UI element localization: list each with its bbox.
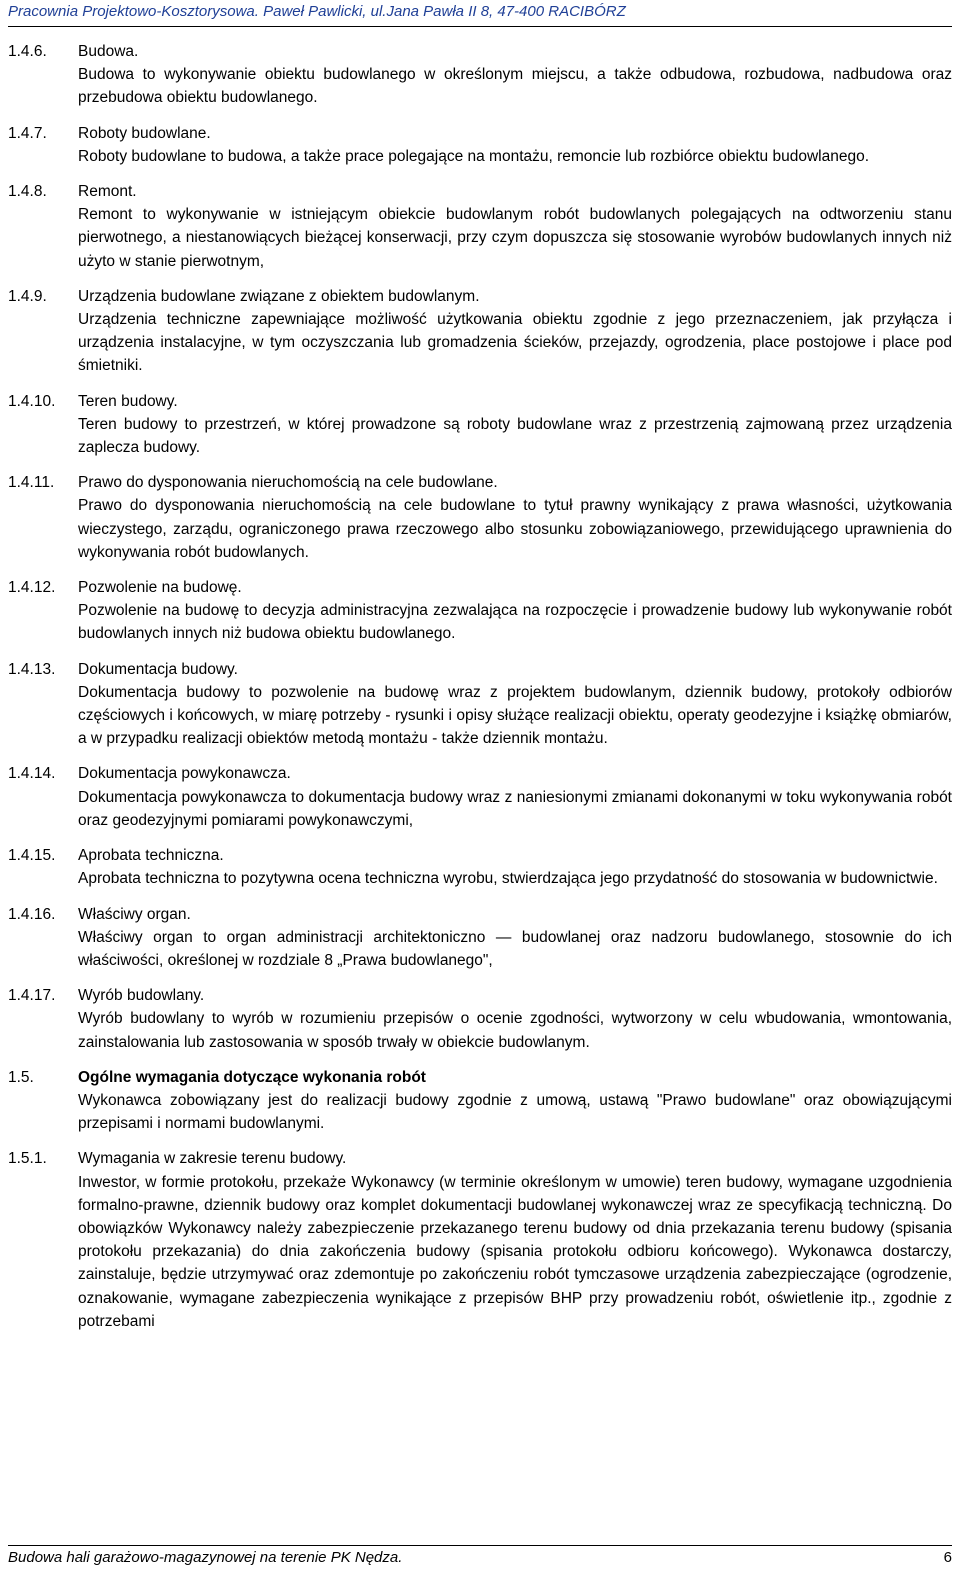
section-title: Roboty budowlane. [78, 124, 211, 142]
page-header: Pracownia Projektowo-Kosztorysowa. Paweł Pawlicki, ul.Jana Pawła II 8, 47-400 RACIBÓRZ [8, 3, 626, 20]
page-number: 6 [943, 1549, 952, 1566]
section-1-4-8 [8, 180, 952, 273]
section-number: 1.4.14. [8, 765, 56, 783]
section-text: Pozwolenie na budowę to decyzja administracyjna zezwalająca na rozpoczęcie i prowadzenie budowy lub wykonywanie robót budowlanych innych niż budowa obiektu budowlanego. [78, 602, 952, 643]
section-title: Pozwolenie na budowę. [78, 579, 242, 597]
section-number: 1.4.17. [8, 987, 56, 1005]
section-number: 1.4.8. [8, 183, 47, 201]
section-title: Teren budowy. [78, 392, 178, 410]
section-number: 1.4.11. [8, 474, 55, 492]
section-title: Urządzenia budowlane związane z obiektem budowlanym. [78, 287, 480, 305]
section-number: 1.4.10. [8, 392, 56, 410]
section-text: Remont to wykonywanie w istniejącym obiekcie budowlanym robót budowlanych polegających na odtworzeniu stanu pierwotnego, a niestanowiących bieżącej konserwacji, przy czym dopuszcza się stosowanie wyrobów budowlanych innych niż użyto w stanie pierwotnym, [78, 206, 952, 270]
section-1-4-10 [8, 390, 952, 460]
section-title: Budowa. [78, 43, 139, 60]
section-1-4-16 [8, 903, 952, 973]
section-title: Remont. [78, 183, 137, 201]
section-text: Inwestor, w formie protokołu, przekaże Wykonawcy (w terminie określonym w umowie) teren budowy, wymagane uzgodnienia formalno-prawne, dziennik budowy oraz komplet dokumentacji budowlanej wykonawczej wraz ze specyfikacją techniczną. Do obowiązków Wykonawcy należy zabezpieczenie przekazanego terenu budowy od dnia przekazania terenu budowy (spisania protokołu przekazania) do dnia zakończenia budowy (spisania protokołu odbioru końcowego). Wykonawca dostarczy, zainstaluje, będzie utrzymywać oraz zdemontuje po zakończeniu robót tymczasowe urządzenia zabezpieczające (ogrodzenie, oznakowanie, wymagane zabezpieczenia wynikające z przepisów BHP przy prowadzeniu robót, oświetlenie itp., zgodnie z potrzebami [78, 1173, 952, 1330]
section-1-5-1 [8, 1147, 952, 1333]
section-1-4-13 [8, 658, 952, 751]
section-number: 1.4.16. [8, 905, 56, 923]
footer-title: Budowa hali garażowo-magazynowej na terenie PK Nędza. [8, 1549, 403, 1566]
section-1-4-12 [8, 576, 952, 646]
section-text: Budowa to wykonywanie obiektu budowlanego w określonym miejscu, a także odbudowa, rozbudowa, nadbudowa oraz przebudowa obiektu budowlanego. [78, 66, 952, 107]
section-text: Urządzenia techniczne zapewniające możliwość użytkowania obiektu zgodnie z jego przeznaczeniem, jak przyłącza i urządzenia instalacyjne, w tym oczyszczania lub gromadzenia ścieków, przejazdy, ogrodzenia, place postojowe i place pod śmietniki. [78, 311, 952, 375]
section-text: Dokumentacja powykonawcza to dokumentacja budowy wraz z naniesionymi zmianami dokonanymi w toku wykonywania robót oraz geodezyjnymi pomiarami powykonawczymi, [78, 788, 952, 829]
section-number: 1.4.15. [8, 847, 56, 865]
section-1-4-14 [8, 762, 952, 832]
section-1-4-7 [8, 122, 952, 168]
section-title: Dokumentacja budowy. [78, 660, 238, 678]
document-body [8, 40, 952, 1333]
section-number: 1.4.12. [8, 579, 56, 597]
section-1-4-15 [8, 844, 952, 890]
section-title: Dokumentacja powykonawcza. [78, 765, 291, 783]
section-1-4-17 [8, 984, 952, 1054]
section-text: Roboty budowlane to budowa, a także prace polegające na montażu, remoncie lub rozbiórce obiektu budowlanego. [78, 147, 870, 165]
section-number: 1.5.1. [8, 1150, 47, 1168]
section-number: 1.4.6. [8, 43, 47, 60]
section-text: Dokumentacja budowy to pozwolenie na budowę wraz z projektem budowlanym, dziennik budowy, protokoły odbiorów częściowych i końcowych, w miarę potrzeby - rysunki i opisy służące realizacji obiektu, operaty geodezyjne i książkę obmiarów, a w przypadku realizacji obiektów metodą montażu - także dziennik montażu. [78, 683, 952, 748]
section-1-4-11 [8, 471, 952, 564]
section-title: Właściwy organ. [78, 905, 191, 923]
section-1-4-6 [8, 40, 952, 110]
page-footer [8, 1548, 952, 1568]
section-text: Teren budowy to przestrzeń, w której prowadzone są roboty budowlane wraz z przestrzenią zajmowaną przez urządzenia zaplecza budowy. [78, 415, 952, 457]
section-number: 1.4.7. [8, 124, 47, 142]
footer-rule [8, 1545, 952, 1546]
section-text: Wykonawca zobowiązany jest do realizacji budowy zgodnie z umową, ustawą "Prawo budowlane" oraz obowiązującymi przepisami i normami budowlanymi. [78, 1091, 952, 1133]
section-title: Prawo do dysponowania nieruchomością na cele budowlane. [78, 474, 498, 492]
section-title: Aprobata techniczna. [78, 847, 224, 865]
section-number: 1.5. [8, 1068, 34, 1086]
section-text: Właściwy organ to organ administracji architektoniczno — budowlanej oraz nadzoru budowlanego, stosownie do ich właściwości, określonej w rozdziale 8 „Prawa budowlanego", [78, 928, 952, 969]
section-1-5 [8, 1066, 952, 1136]
section-title: Wyrób budowlany. [78, 987, 205, 1005]
section-number: 1.4.9. [8, 287, 47, 305]
header-rule [8, 26, 952, 27]
section-number: 1.4.13. [8, 660, 56, 678]
section-text: Wyrób budowlany to wyrób w rozumieniu przepisów o ocenie zgodności, wytworzony w celu wbudowania, wmontowania, zainstalowania lub zastosowania w sposób trwały w obiekcie budowlanym. [78, 1010, 952, 1051]
section-text: Prawo do dysponowania nieruchomością na cele budowlane to tytuł prawny wynikający z prawa własności, użytkowania wieczystego, zarządu, ograniczonego prawa rzeczowego albo stosunku zobowiązaniowego, przewidującego uprawnienia do wykonywania robót budowlanych. [78, 497, 952, 561]
section-title: Wymagania w zakresie terenu budowy. [78, 1150, 347, 1168]
section-text: Aprobata techniczna to pozytywna ocena techniczna wyrobu, stwierdzająca jego przydatność do stosowania w budownictwie. [78, 870, 938, 888]
section-title: Ogólne wymagania dotyczące wykonania robót [78, 1068, 426, 1086]
section-1-4-9 [8, 285, 952, 378]
